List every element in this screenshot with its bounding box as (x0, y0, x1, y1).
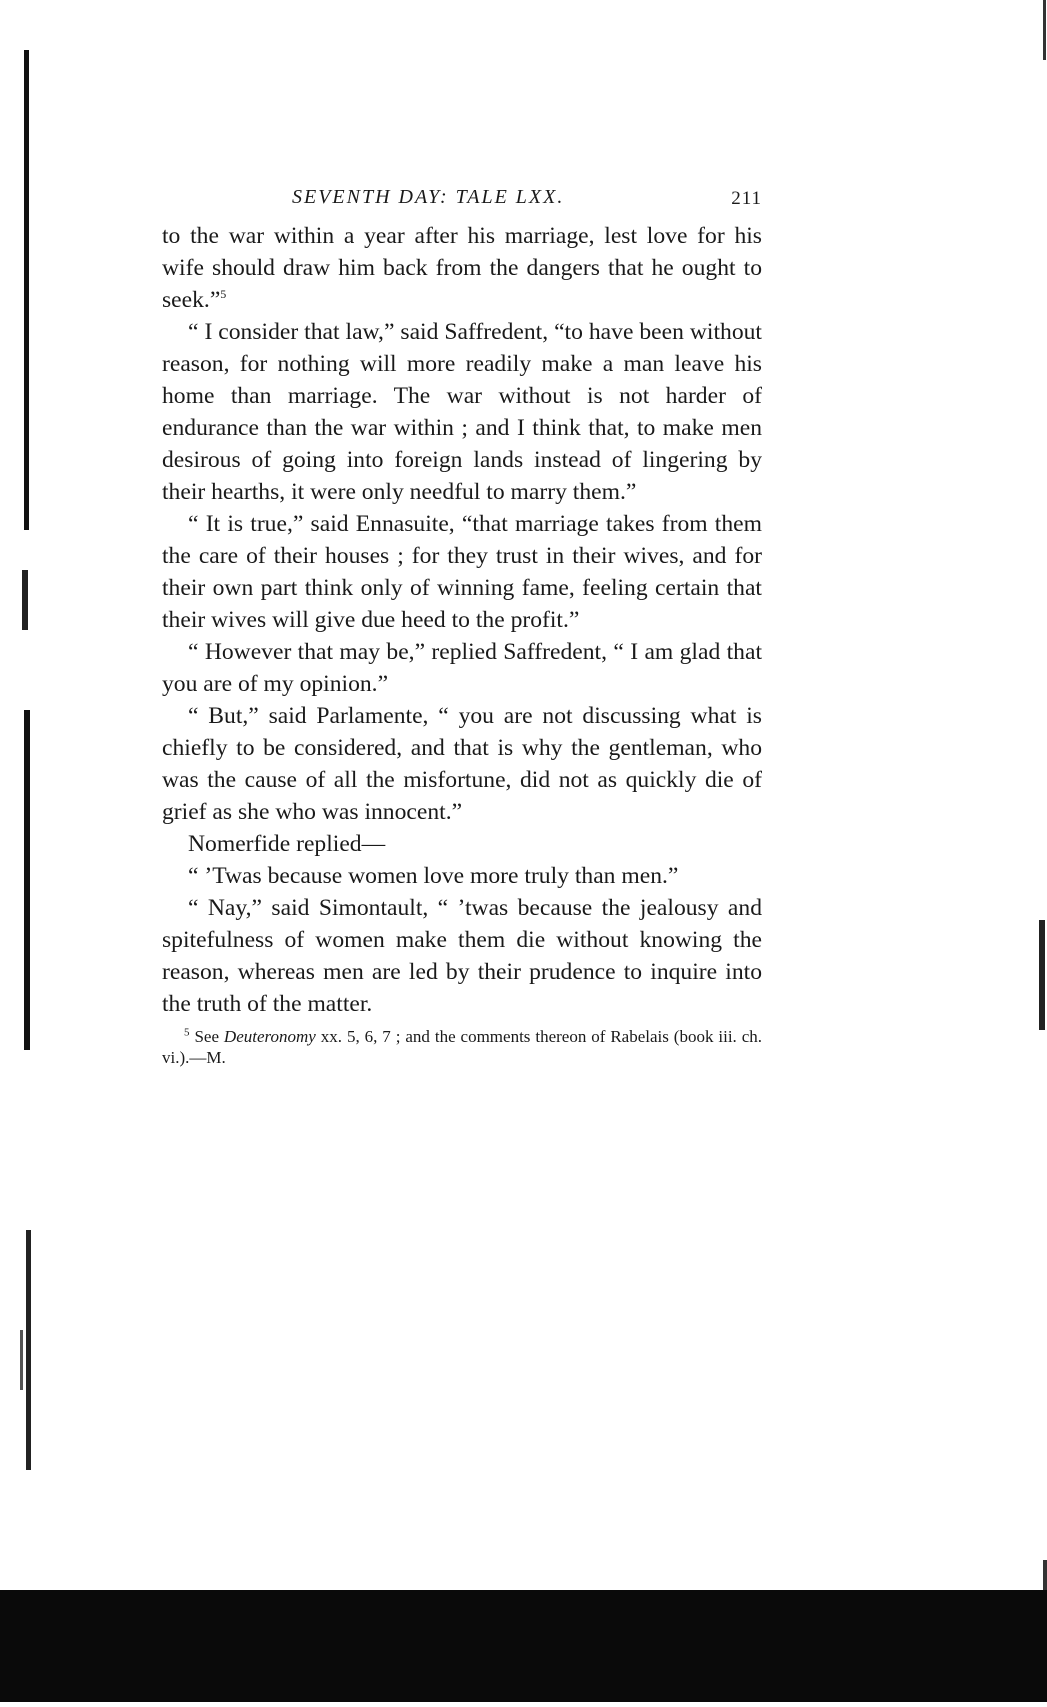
body-text (162, 220, 762, 1020)
paragraph (162, 220, 762, 316)
paragraph: Nomerfide replied— (188, 831, 386, 857)
footnote-book-title: Deuteronomy (223, 1027, 316, 1046)
scan-right-edge (1033, 0, 1047, 1702)
footnote-marker: 5 (184, 1026, 190, 1039)
paragraph: “ ’Twas because women love more truly than men.” (188, 863, 679, 889)
running-header (162, 180, 762, 220)
paragraph: “ Nay,” said Simontault, “ ’twas because the jealousy and spitefulness of women make them die without knowing the reason, whereas men are led by their prudence to inquire into the truth of the matter. (162, 895, 762, 1017)
footnote-text: xx. 5, 6, 7 ; and the comments thereon of Rabelais (book iii. ch. vi.).—M. (162, 1027, 763, 1067)
page-number: 211 (731, 188, 762, 209)
footnote (162, 1026, 762, 1068)
book-page (162, 180, 762, 1068)
paragraph: “ But,” said Parlamente, “ you are not discussing what is chiefly to be considered, and that is why the gentleman, who was the cause of all the misfortune, did not as quickly die of grief as she who was innocent.” (162, 703, 762, 825)
footnote-prefix: See (194, 1027, 219, 1046)
footnote-reference: 5 (220, 287, 227, 302)
paragraph-text: to the war within a year after his marriage, lest love for his wife should draw him back from the dangers that he ought to seek.” (162, 223, 762, 313)
paragraph: “ I consider that law,” said Saffredent, “to have been without reason, for nothing will more readily make a man leave his home than marriage. The war without is not harder of endurance than the war within ; and I think that, to make men desirous of going into foreign lands instead of lingering by their hearths, it were only needful to marry them.” (162, 319, 762, 505)
scan-bottom-border (0, 1590, 1047, 1702)
scan-binding-shadow (18, 30, 38, 1490)
paragraph: “ It is true,” said Ennasuite, “that marriage takes from them the care of their houses ; for they trust in their wives, and for their own part think only of winning fame, feeling certain that their wives will give due heed to the profit.” (162, 511, 762, 633)
paragraph: “ However that may be,” replied Saffredent, “ I am glad that you are of my opinion.” (162, 639, 762, 697)
running-title: SEVENTH DAY: TALE LXX. (292, 186, 565, 208)
